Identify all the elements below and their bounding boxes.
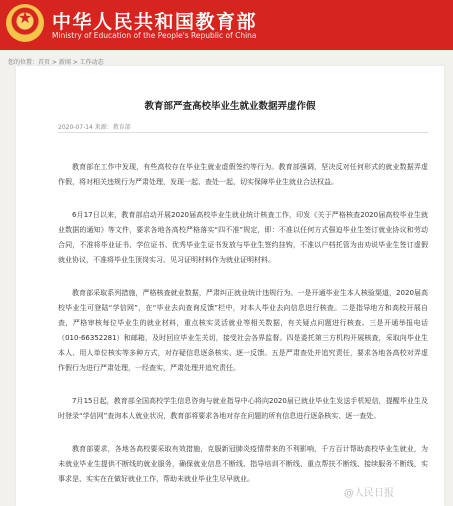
paragraph: 7月15日起，教育部全国高校学生信息咨询与就业指导中心将向2020届已就业毕业生发送手机短信，提醒毕业生及时登录“学信网”查询本人就业状况，教育部将要求各地对存在问题的所有信息进行逐条核实、逐一查处。 [58, 397, 428, 420]
article-card [16, 66, 444, 506]
paragraph: 教育部在工作中发现，有些高校存在毕业生就业虚假签约等行为。教育部强调，坚决反对任何形式的就业数据弄虚作假，将对相关违规行为严肃处理，发现一起、查处一起，切实保障毕业生就业合法权益。 [58, 163, 428, 186]
article-body [58, 160, 428, 505]
national-emblem-icon: ★ [6, 4, 44, 42]
breadcrumb[interactable]: 您的位置：首页 > 新闻 > 工作动态 [8, 59, 104, 66]
paragraph: 6月17日以来，教育部启动开展2020届高校毕业生就业统计核查工作，印发《关于严格核查2020届高校毕业生就业数据的通知》等文件，要求各地各高校严格落实“四不准”规定，即：不准以任何方式强迫毕业生签订就业协议和劳动合同，不准将毕业证书、学位证书、优秀毕业生证书发放与毕业生签约挂钩，不准以户档托管为由劝说毕业生签订虚假就业协议，不准将毕业生顶岗实习、见习证明材料作为就业证明材料。 [58, 211, 428, 264]
watermark: @人民日报 [344, 488, 394, 499]
site-subtitle: Ministry of Education of the People's Republic of China [52, 31, 257, 40]
paragraph: 教育部要求，各地各高校要采取有效措施，克服新冠肺炎疫情带来的不利影响，千方百计帮助高校毕业生就业，为未就业毕业生提供不断线的就业服务，确保就业信息不断线、指导培训不断线、重点帮扶不断线、接续服务不断线，实事求是、实实在在做好就业工作，帮助未就业毕业生尽早就业。 [58, 445, 428, 483]
site-header [0, 0, 453, 50]
divider [58, 132, 428, 133]
article-meta: 2020-07-14 来源：教育部 [58, 124, 131, 131]
paragraph: 教育部采取系列措施，严格核查就业数据，严肃纠正就业统计违规行为。一是开通毕业生本人核验渠道，2020届高校毕业生可登陆“学信网”，在“毕业去向查询反馈”栏中，对本人毕业去向信息进行核查。二是指导地方和高校开展自查，严格审核每位毕业生的就业材料，重点核实灵活就业等相关数据，有关疑点问题进行核查。三是开通举报电话（010-66352281）和邮箱，及时回应毕业生关切，接受社会各界监督。四是委托第三方机构开展核查，采取向毕业生本人、用人单位核实等多种方式，对存疑信息逐条核实、逐一反馈。五是严肃查处并追究责任，要求各地各高校对弄虚作假行为进行严肃处理，一经查实，严肃处理并追究责任。 [58, 289, 428, 372]
site-title[interactable]: 中华人民共和国教育部 [52, 11, 258, 33]
article-title: 教育部严查高校毕业生就业数据弄虚作假 [144, 101, 316, 112]
